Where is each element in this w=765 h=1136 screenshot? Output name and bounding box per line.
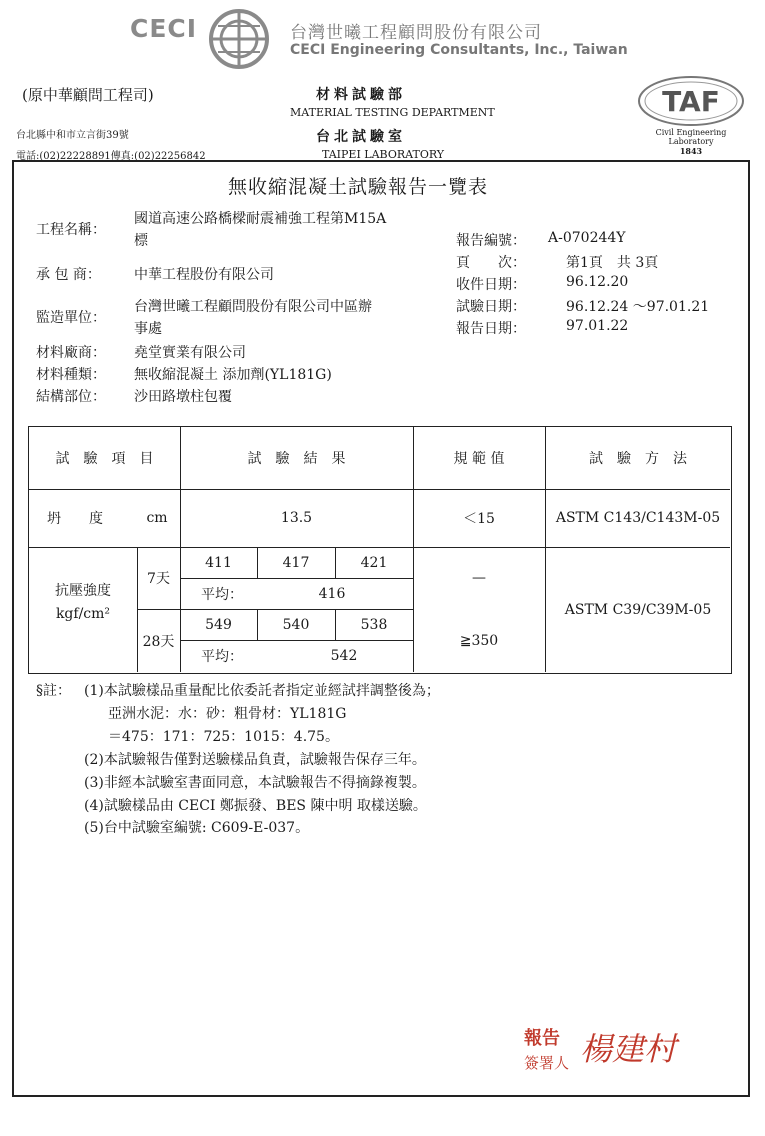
average-label-7d: 平均：: [201, 586, 243, 603]
contractor-label: 承 包 商：: [36, 267, 101, 283]
header-spec-value: 規 範 值: [453, 451, 505, 467]
average-label-28d: 平均：: [201, 649, 243, 665]
supervisor-label: 監造單位：: [36, 310, 106, 326]
report-date: 97.01.22: [566, 318, 629, 334]
compressive-method: ASTM C39/C39M-05: [564, 601, 712, 618]
slump-result: 13.5: [280, 510, 313, 526]
signer-label-bottom: 簽署人: [524, 1054, 570, 1072]
test-date: 96.12.24 ～97.01.21: [566, 299, 710, 315]
value-7d-2: 417: [282, 554, 310, 571]
manufacturer-label: 材料廠商：: [36, 345, 106, 361]
signer-name: 楊建村: [580, 1030, 677, 1068]
laboratory-name-chinese: 台北試驗室: [316, 129, 406, 145]
results-table: [28, 426, 732, 674]
taf-logo-text: TAF: [662, 85, 720, 118]
note-5: (5)台中試驗室編號: C609-E-037。: [84, 820, 310, 836]
value-28d-2: 540: [282, 616, 310, 633]
structure-location: 沙田路墩柱包覆: [134, 389, 232, 405]
company-name-chinese: 台灣世曦工程顧問股份有限公司: [290, 23, 542, 43]
test-date-label: 試驗日期：: [456, 299, 526, 315]
laboratory-name-english: TAIPEI LABORATORY: [322, 148, 445, 161]
value-7d-1: 411: [205, 554, 232, 571]
supervisor-name-line1: 台灣世曦工程顧問股份有限公司中區辦: [134, 299, 372, 315]
age-7-day: 7天: [147, 571, 170, 587]
spec-28d: ≧350: [459, 632, 499, 649]
note-2: (2)本試驗報告僅對送驗樣品負責，試驗報告保存三年。: [84, 752, 426, 768]
header-test-item: 試 驗 項 目: [55, 451, 154, 467]
page-value: 第1頁 共 3頁: [566, 255, 659, 271]
header-test-result: 試 驗 結 果: [247, 451, 346, 467]
slump-unit: cm: [146, 510, 168, 526]
contractor-name: 中華工程股份有限公司: [134, 267, 274, 283]
value-7d-3: 421: [360, 554, 388, 571]
note-1a: (1)本試驗樣品重量配比依委託者指定並經試拌調整後為；: [84, 683, 440, 699]
ceci-brand-word: CECI: [130, 14, 198, 43]
project-name-line1: 國道高速公路橋樑耐震補強工程第M15A: [134, 211, 387, 227]
note-1b: 亞洲水泥：水：砂：粗骨材：YL181G: [108, 706, 347, 722]
spec-7d: —: [472, 570, 486, 586]
signature-stamp: [518, 1014, 698, 1074]
company-address: 台北縣中和市立言街39號: [16, 130, 129, 141]
header-test-method: 試 驗 方 法: [589, 451, 687, 467]
age-28-day: 28天: [142, 633, 175, 650]
report-title: 無收縮混凝土試驗報告一覽表: [228, 176, 489, 198]
report-number: A-070244Y: [548, 230, 626, 246]
material-type: 無收縮混凝土 添加劑(YL181G): [134, 367, 332, 383]
department-name-english: MATERIAL TESTING DEPARTMENT: [290, 106, 495, 119]
report-number-label: 報告編號：: [456, 233, 526, 249]
project-label: 工程名稱：: [36, 222, 106, 238]
company-name-english: CECI Engineering Consultants, Inc., Taiwan: [290, 42, 628, 58]
company-phone: 電話:(02)22228891傳真:(02)22256842: [16, 151, 206, 162]
taf-caption-line2: Laboratory: [668, 137, 714, 146]
signer-label-top: 報告: [524, 1028, 560, 1049]
department-name-chinese: 材料試驗部: [316, 87, 406, 103]
taf-accreditation-logo: [636, 74, 746, 128]
ceci-globe-logo: [208, 8, 270, 70]
note-1c: ＝475：171：725：1015：4.75。: [108, 729, 339, 745]
taf-caption-line1: Civil Engineering: [655, 128, 727, 137]
received-date: 96.12.20: [566, 274, 629, 290]
supervisor-name-line2: 事處: [134, 321, 162, 337]
project-name-line2: 標: [134, 233, 148, 249]
slump-method: ASTM C143/C143M-05: [555, 510, 721, 526]
slump-spec: ＜15: [463, 511, 495, 527]
value-28d-1: 549: [205, 616, 232, 633]
report-date-label: 報告日期：: [456, 321, 526, 337]
value-28d-3: 538: [360, 616, 388, 633]
page-label: 頁 次：: [456, 255, 526, 271]
manufacturer-name: 堯堂實業有限公司: [134, 345, 246, 361]
average-28d: 542: [330, 648, 358, 664]
received-date-label: 收件日期：: [456, 277, 526, 293]
location-label: 結構部位：: [36, 389, 106, 405]
note-3: (3)非經本試驗室書面同意，本試驗報告不得摘錄複製。: [84, 775, 426, 791]
taf-lab-number: 1843: [679, 146, 703, 156]
slump-label: 坍 度: [47, 511, 103, 527]
note-4: (4)試驗樣品由 CECI 鄭振發、BES 陳中明 取樣送驗。: [84, 798, 427, 814]
former-company-name: (原中華顧問工程司): [22, 86, 154, 104]
material-label: 材料種類：: [36, 367, 106, 383]
compressive-strength-label: 抗壓強度: [55, 583, 111, 599]
compressive-strength-unit: kgf/cm²: [55, 606, 111, 622]
notes-prefix: §註：: [36, 683, 71, 699]
average-7d: 416: [318, 585, 346, 602]
